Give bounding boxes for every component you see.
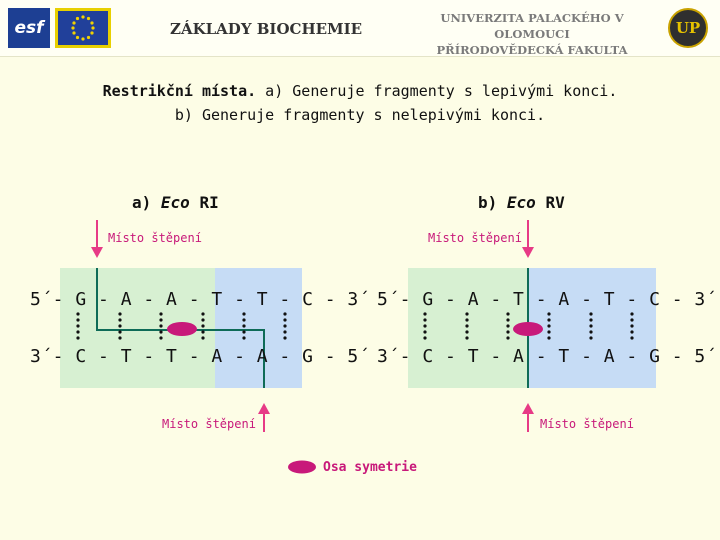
panel-b-bottom-strand: 3´- C - T - A - T - A - G - 5´	[377, 346, 718, 367]
cut-site-label-a-top: Místo štěpení	[108, 231, 202, 245]
university-line-2: PŘÍRODOVĚDECKÁ FAKULTA	[436, 43, 628, 57]
panel-a-top-strand: 5´- G - A - A - T - T - C - 3´	[30, 289, 371, 310]
panel-a-blue-region	[215, 268, 302, 388]
arrow-up-b-icon	[522, 403, 534, 432]
panel-a-bottom-strand: 3´- C - T - T - A - A - G - 5´	[30, 346, 371, 367]
enzyme-a-suffix: RI	[189, 193, 219, 212]
panel-b-blue-region	[528, 268, 656, 388]
course-title: ZÁKLADY BIOCHEMIE	[170, 20, 363, 38]
caption-rest: a) Generuje fragmenty s lepivými konci.	[256, 82, 618, 100]
legend-ellipse-icon	[288, 461, 316, 474]
enzyme-b-italic: Eco	[506, 193, 536, 212]
enzyme-b-prefix: b)	[478, 193, 507, 212]
caption-line-2: b) Generuje fragmenty s nelepivými konci.	[174, 106, 546, 124]
esf-logo: esf	[8, 8, 50, 48]
cut-site-label-b-top: Místo štěpení	[428, 231, 522, 245]
cut-site-label-a-bottom: Místo štěpení	[162, 417, 256, 431]
university-logo: UP	[668, 8, 708, 48]
enzyme-a-italic: Eco	[160, 193, 190, 212]
arrow-down-a-icon	[91, 220, 103, 258]
symmetry-axis-b-icon	[513, 322, 543, 336]
panel-b-top-strand: 5´- G - A - T - A - T - C - 3´	[377, 289, 718, 310]
arrow-up-a-icon	[258, 403, 270, 432]
panel-b-green-region	[408, 268, 528, 388]
enzyme-a-prefix: a)	[132, 193, 161, 212]
caption-bold: Restrikční místa.	[102, 82, 257, 100]
enzyme-b-suffix: RV	[535, 193, 565, 212]
university-line-1: UNIVERZITA PALACKÉHO V OLOMOUCI	[440, 11, 624, 41]
symmetry-axis-a-icon	[167, 322, 197, 336]
legend-label: Osa symetrie	[323, 460, 417, 475]
cut-site-label-b-bottom: Místo štěpení	[540, 417, 634, 431]
arrow-down-b-icon	[522, 220, 534, 258]
